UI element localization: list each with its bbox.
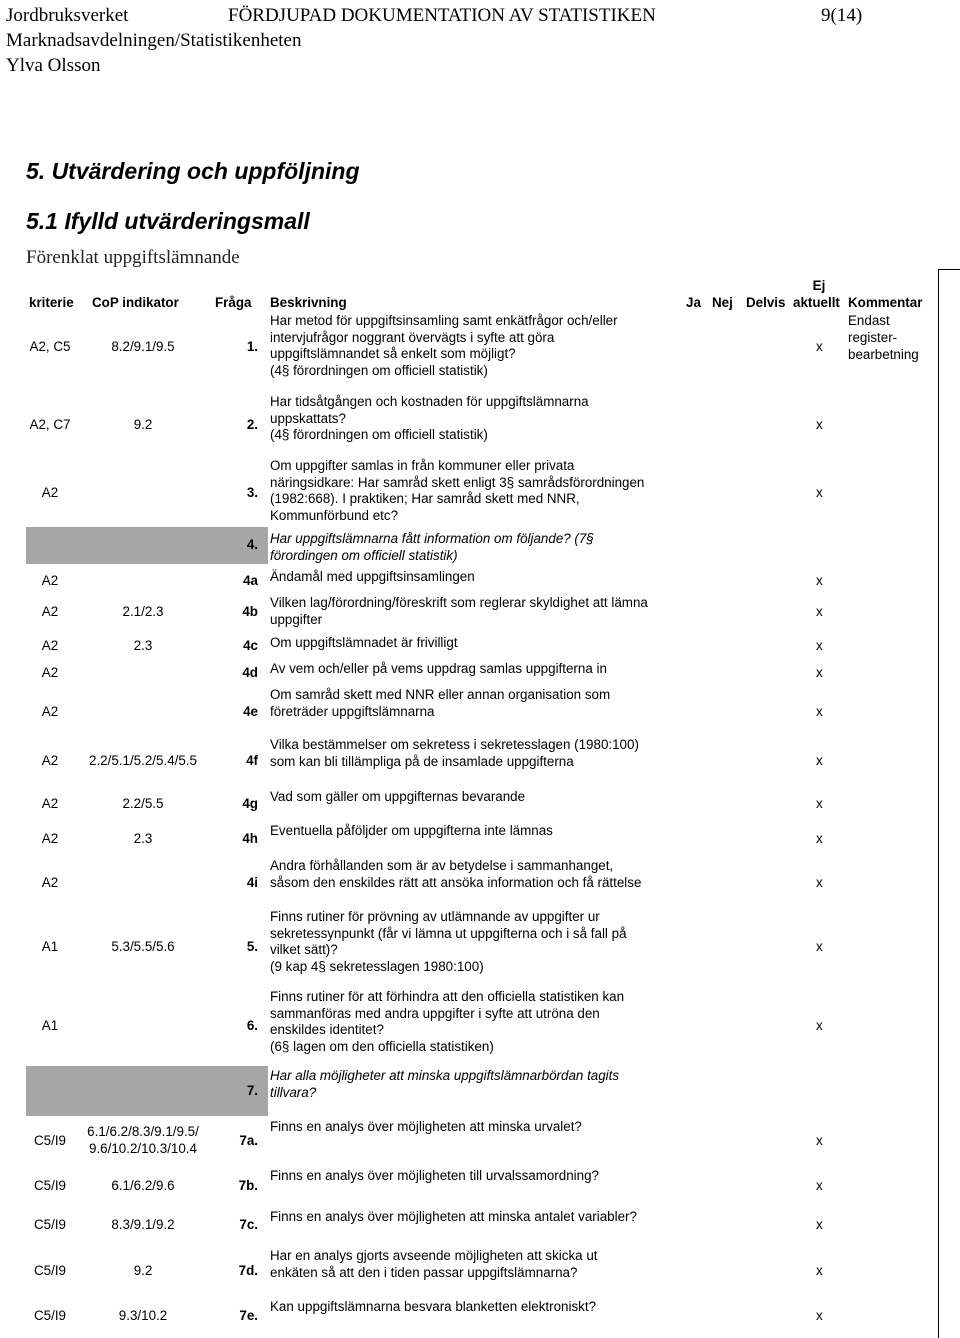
cell-kriterie: C5/I9 [33,1308,66,1323]
cell-ej-aktuellt-mark: x [816,875,823,890]
cell-beskrivning-line: Kan uppgiftslämnarna besvara blanketten elektroniskt? [270,1299,597,1314]
cell-beskrivning-line: enkäten så att den i tiden passar uppgiftslämnarna? [270,1264,578,1280]
cell-ej-aktuellt-mark: x [816,1308,823,1323]
cell-kriterie: A2 [41,704,59,719]
col-header-beskrivning: Beskrivning [270,295,347,310]
cell-fraga: 4g [242,796,258,811]
cell-kriterie: A2 [41,753,59,768]
cell-kommentar-line: Endast [848,313,890,328]
cell-beskrivning-line: uppgifter [270,611,323,627]
cell-beskrivning-line: Har alla möjligheter att minska uppgiftslämnarbördan tagits [270,1068,620,1083]
cell-cop-indikator: 2.3 [133,638,153,653]
table-top-rule [938,269,960,270]
cell-fraga: 4e [243,704,258,719]
table-right-rule [938,269,939,1338]
cell-kriterie: A2 [41,604,59,619]
cell-fraga: 1. [246,339,258,354]
header-doc-title: FÖRDJUPAD DOKUMENTATION AV STATISTIKEN [228,5,656,26]
cell-beskrivning-line: Om uppgiftslämnadet är frivilligt [270,635,458,650]
cell-cop-indikator: 9.2 [133,417,153,432]
cell-cop-indikator: 2.1/2.3 [122,604,164,619]
col-header-ej-line1: Ej [812,278,826,293]
cell-beskrivning-line: Av vem och/eller på vems uppdrag samlas uppgifterna in [270,661,607,676]
cell-ej-aktuellt-mark: x [816,665,823,680]
cell-ej-aktuellt-mark: x [816,604,823,619]
cell-cop-indikator: 9.3/10.2 [118,1308,168,1323]
header-org: Jordbruksverket [6,5,129,26]
cell-kommentar-line: register- [848,330,898,345]
cell-beskrivning-line: Vilken lag/förordning/föreskrift som reglerar skyldighet att lämna [270,595,648,610]
cell-fraga: 4d [242,665,258,680]
cell-beskrivning-line: tillvara? [270,1084,317,1100]
cell-ej-aktuellt-mark: x [816,1133,823,1148]
cell-beskrivning-line: Har metod för uppgiftsinsamling samt enkätfrågor och/eller [270,313,618,328]
cell-ej-aktuellt-mark: x [816,573,823,588]
cell-beskrivning-line: Vad som gäller om uppgifternas bevarande [270,789,526,804]
cell-ej-aktuellt-mark: x [816,485,823,500]
cell-beskrivning-line: Ändamål med uppgiftsinsamlingen [270,569,475,584]
col-header-kriterie: kriterie [29,295,74,310]
cell-beskrivning-line: (4§ förordningen om officiell statistik) [270,362,488,378]
cell-beskrivning-line: Finns en analys över möjligheten att minska urvalet? [270,1119,582,1134]
cell-beskrivning-line: uppgiftslämnandet så enkelt som möjligt? [270,346,516,361]
cell-kommentar-line: bearbetning [848,347,919,362]
col-header-nej: Nej [712,295,733,310]
cell-ej-aktuellt-mark: x [816,831,823,846]
cell-cop-indikator: 8.3/9.1/9.2 [111,1217,175,1232]
cell-ej-aktuellt-mark: x [816,339,823,354]
col-header-delvis: Delvis [746,295,786,310]
cell-kriterie: A2 [41,831,59,846]
cell-beskrivning-line: (1982:668). I praktiken; Har samråd skett med NNR, [270,491,580,506]
cell-beskrivning-line: Om uppgifter samlas in från kommuner eller privata [270,458,575,473]
cell-fraga: 7a. [239,1133,258,1148]
cell-cop-indikator: 6.1/6.2/9.6 [111,1178,175,1193]
cell-beskrivning-line: (9 kap 4§ sekretesslagen 1980:100) [270,958,484,974]
col-header-cop: CoP indikator [92,295,179,310]
cell-kriterie: A1 [41,939,59,954]
cell-kriterie: A2 [41,796,59,811]
subsection-title: 5.1 Ifylld utvärderingsmall [26,208,310,234]
cell-beskrivning-line: Har uppgiftslämnarna fått information om följande? (7§ [270,531,594,546]
cell-beskrivning-line: vilket sätt)? [270,942,338,957]
cell-ej-aktuellt-mark: x [816,638,823,653]
cell-ej-aktuellt-mark: x [816,1018,823,1033]
cell-fraga: 7e. [239,1308,258,1323]
subtitle: Förenklat uppgiftslämnande [26,247,240,268]
cell-cop-indikator: 2.2/5.1/5.2/5.4/5.5 [89,753,197,768]
cell-kriterie: A2 [41,875,59,890]
cell-fraga: 4a [243,573,258,588]
col-header-fraga: Fråga [215,295,252,310]
cell-kriterie: C5/I9 [33,1133,66,1148]
cell-beskrivning-line: sekretessynpunkt (får vi lämna ut uppgifterna och i så fall på [270,925,627,941]
cell-beskrivning-line: Om samråd skett med NNR eller annan organisation som [270,687,611,702]
col-header-ej-line2: aktuellt [793,295,840,310]
cell-kriterie: A2, C7 [29,417,71,432]
cell-fraga: 6. [246,1018,258,1033]
cell-beskrivning-line: (6§ lagen om den officiella statistiken) [270,1038,494,1054]
cell-cop-indikator: 2.3 [133,831,153,846]
cell-beskrivning-line: Eventuella påföljder om uppgifterna inte lämnas [270,823,553,838]
cell-kriterie: A2, C5 [29,339,71,354]
cell-ej-aktuellt-mark: x [816,753,823,768]
cell-beskrivning-line: Andra förhållanden som är av betydelse i sammanhanget, [270,858,614,873]
cell-cop-indikator: 2.2/5.5 [122,796,164,811]
cell-fraga: 7d. [238,1263,258,1278]
cell-beskrivning-line: enskildes identitet? [270,1022,384,1037]
header-author: Ylva Olsson [6,55,101,76]
cell-ej-aktuellt-mark: x [816,1217,823,1232]
cell-ej-aktuellt-mark: x [816,939,823,954]
cell-ej-aktuellt-mark: x [816,1263,823,1278]
cell-beskrivning-line: Finns en analys över möjligheten till urvalssamordning? [270,1168,599,1183]
cell-beskrivning-line: såsom den enskildes rätt att ansöka information och få rättelse [270,874,642,890]
cell-fraga: 4b [242,604,258,619]
cell-cop-indikator: 6.1/6.2/8.3/9.1/9.5/ 9.6/10.2/10.3/10.4 [87,1124,199,1156]
cell-fraga: 4f [246,753,258,768]
cell-fraga: 3. [246,485,258,500]
cell-beskrivning-line: Finns rutiner för att förhindra att den officiella statistiken kan [270,989,625,1004]
cell-kriterie: C5/I9 [33,1178,66,1193]
cell-fraga: 4c [243,638,258,653]
cell-beskrivning-line: uppskattats? [270,410,346,426]
cell-kriterie: C5/I9 [33,1217,66,1232]
cell-fraga: 7. [246,1083,258,1098]
cell-kriterie: C5/I9 [33,1263,66,1278]
section-title: 5. Utvärdering och uppföljning [26,158,360,184]
cell-fraga: 5. [246,939,258,954]
col-header-ja: Ja [686,295,701,310]
cell-fraga: 4. [246,537,258,552]
cell-beskrivning-line: sammanföras med andra uppgifter i syfte att utröna den [270,1005,600,1021]
cell-ej-aktuellt-mark: x [816,1178,823,1193]
cell-beskrivning-line: förordingen om officiell statistik) [270,547,458,563]
cell-ej-aktuellt-mark: x [816,796,823,811]
cell-beskrivning-line: Kommunförbund etc? [270,507,399,523]
cell-kriterie: A1 [41,1018,59,1033]
cell-fraga: 7b. [238,1178,258,1193]
col-header-kommentar: Kommentar [848,295,923,310]
cell-kriterie: A2 [41,573,59,588]
cell-beskrivning-line: Finns rutiner för prövning av utlämnande av uppgifter ur [270,909,600,924]
cell-beskrivning-line: (4§ förordningen om officiell statistik) [270,427,488,442]
cell-cop-indikator: 9.2 [133,1263,153,1278]
cell-beskrivning-line: som kan bli tillämpliga på de insamlade uppgifterna [270,753,574,769]
cell-fraga: 4h [242,831,258,846]
cell-kriterie: A2 [41,665,59,680]
cell-fraga: 7c. [239,1217,258,1232]
cell-beskrivning-line: näringsidkare: Har samråd skett enligt 3§ samrådsförordningen [270,474,645,490]
cell-beskrivning-line: intervjufrågor noggrant övervägts i syfte att göra [270,329,555,345]
cell-cop-indikator: 5.3/5.5/5.6 [111,939,175,954]
cell-beskrivning-line: Har tidsåtgången och kostnaden för uppgiftslämnarna [270,394,589,409]
cell-ej-aktuellt-mark: x [816,417,823,432]
cell-beskrivning-line: Finns en analys över möjligheten att minska antalet variabler? [270,1209,637,1224]
cell-fraga: 2. [246,417,258,432]
header-page-number: 9(14) [821,5,863,26]
cell-beskrivning-line: Vilka bestämmelser om sekretess i sekretesslagen (1980:100) [270,737,639,752]
cell-beskrivning-line: Har en analys gjorts avseende möjligheten att skicka ut [270,1248,598,1263]
cell-kriterie: A2 [41,638,59,653]
cell-beskrivning-line: företräder uppgiftslämnarna [270,703,435,719]
cell-kriterie: A2 [41,485,59,500]
cell-fraga: 4i [246,875,258,890]
cell-ej-aktuellt-mark: x [816,704,823,719]
cell-cop-indikator: 8.2/9.1/9.5 [111,339,175,354]
header-department: Marknadsavdelningen/Statistikenheten [6,30,302,51]
